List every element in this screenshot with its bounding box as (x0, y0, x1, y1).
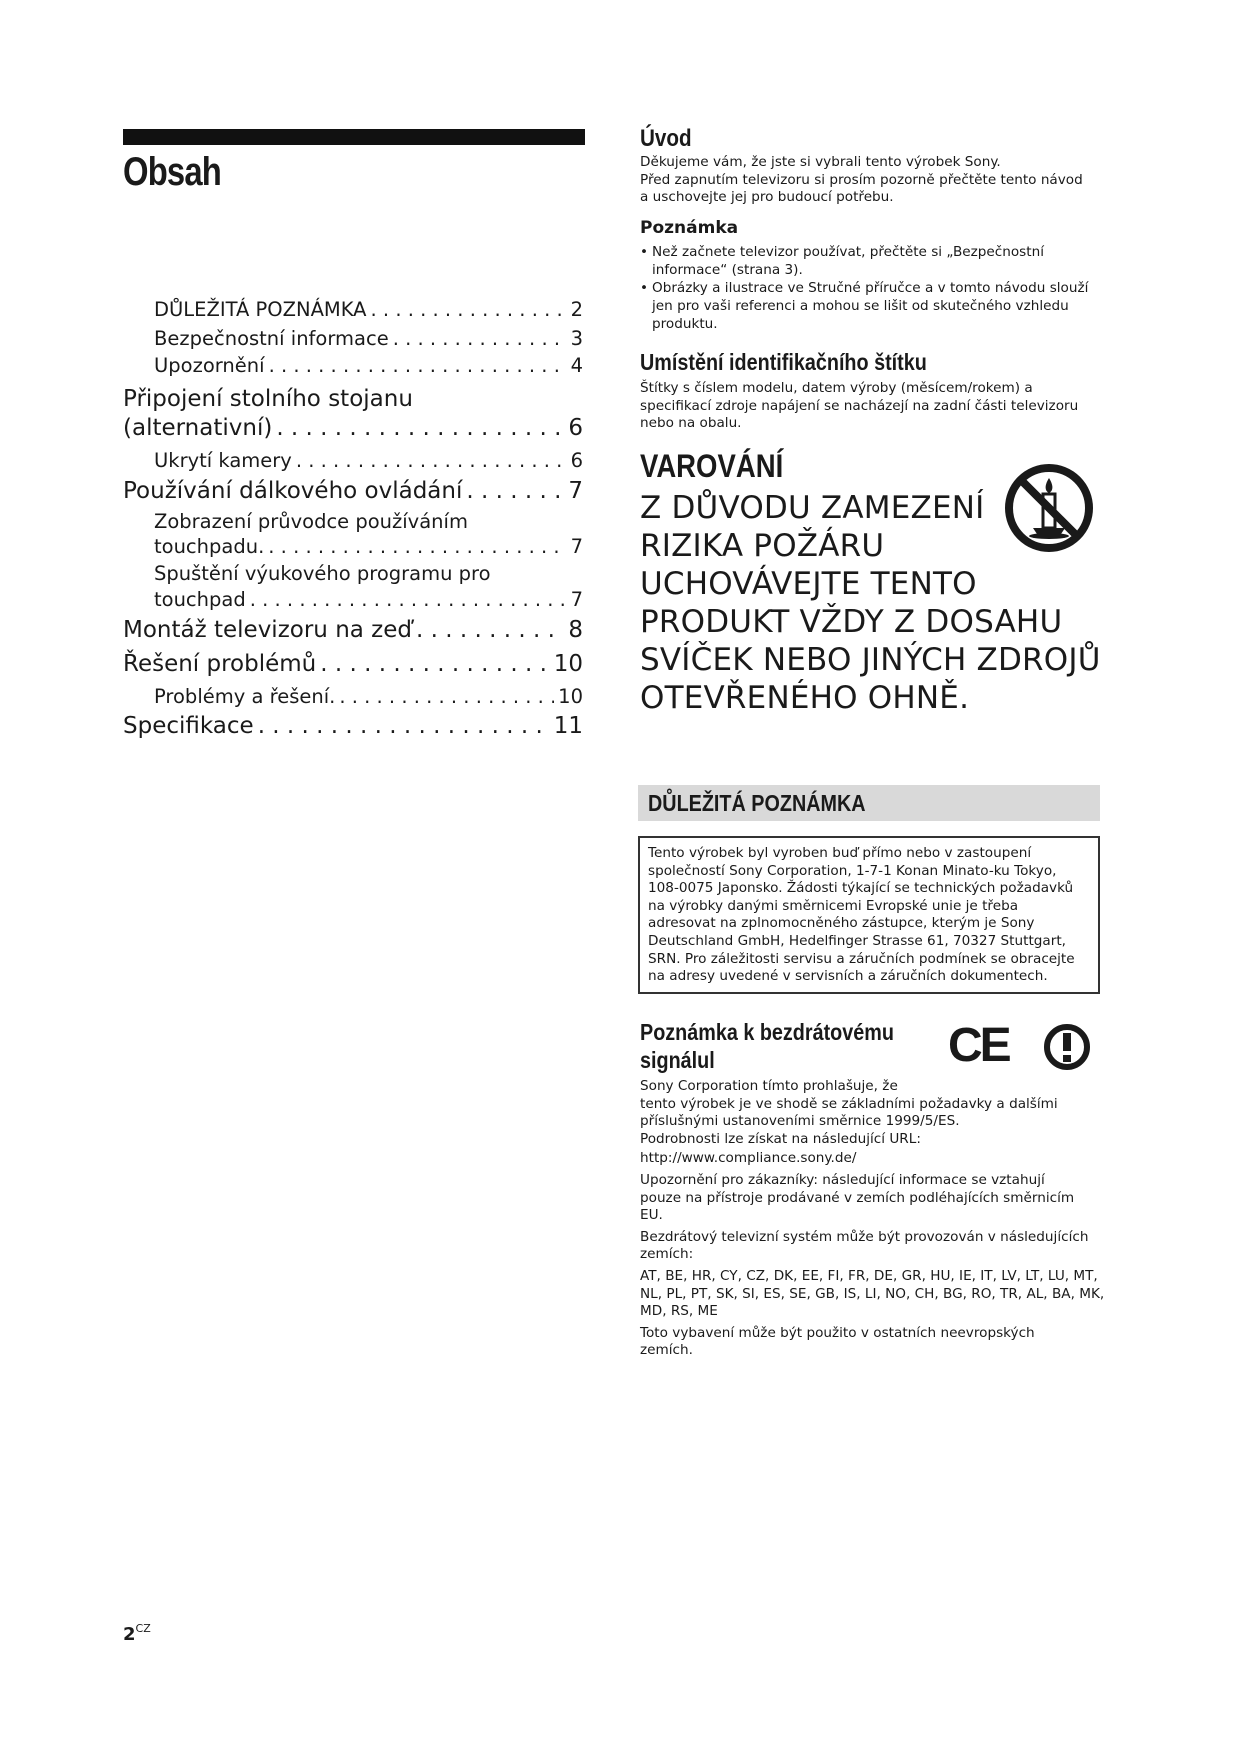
toc-entry-line1[interactable]: Připojení stolního stojanu (123, 386, 413, 412)
intro-heading: Úvod (640, 125, 692, 152)
toc-entry[interactable]: Montáž televizoru na zeď . . . 8 (123, 617, 583, 643)
toc-entry-line1[interactable]: Zobrazení průvodce používáním (154, 510, 468, 533)
toc-entry[interactable]: Upozornění . . . 4 (154, 354, 583, 377)
no-candle-icon (1003, 462, 1095, 554)
important-notice-title: DŮLEŽITÁ POZNÁMKA (648, 790, 866, 816)
note-bullet: • Obrázky a ilustrace ve Stručné příručce a v tomto návodu slouží jen pro vaši referenci a mohou se lišit od skutečného vzhledu produktu. (640, 280, 1089, 332)
alert-class-icon (1042, 1022, 1092, 1072)
warning-line: Z DŮVODU ZAMEZENÍ (640, 490, 985, 526)
warning-line: SVÍČEK NEBO JINÝCH ZDROJŮ (640, 642, 1101, 678)
toc-entry[interactable]: Specifikace . . . 11 (123, 713, 583, 739)
warning-line: RIZIKA POŽÁRU (640, 528, 885, 564)
toc-title: Obsah (123, 150, 221, 194)
warning-line: OTEVŘENÉHO OHNĚ. (640, 680, 970, 716)
wireless-text: Sony Corporation tímto prohlašuje, že tento výrobek je ve shodě se základními požadavky a dalšími příslušnými ustanoveními směrnice 1999/5/ES. Podrobnosti lze získat na následující URL: http://www.compliance.sony.de/ Upozornění pro zákazníky: následující informace se vztahují pouze na přístroje prodávané v zemích podléhajících směrnicím EU. Bezdrátový televizní systém může být provozován v následujících zemích: AT, BE, HR, CY, CZ, DK, EE, FI, FR, DE, GR, HU, IE, IT, LV, LT, LU, MT, NL, PL, PT, SK, SI, ES, SE, GB, IS, LI, NO, CH, BG, RO, TR, AL, BA, MK, MD, RS, ME Toto vybavení může být použito v ostatních neevropských zemích. (640, 1078, 1105, 1359)
wireless-heading: Poznámka k bezdrátovému signálul (640, 1019, 894, 1073)
toc-entry[interactable]: (alternativní) . . . 6 (123, 415, 583, 441)
note-heading: Poznámka (640, 218, 739, 238)
intro-text: Děkujeme vám, že jste si vybrali tento výrobek Sony. Před zapnutím televizoru si prosím pozorně přečtěte tento návod a uschovejte jej pro budoucí potřebu. (640, 154, 1083, 205)
toc-entry[interactable]: Řešení problémů . . . 10 (123, 651, 583, 677)
toc-entry[interactable]: Bezpečnostní informace . . . 3 (154, 327, 583, 350)
warning-title: VAROVÁNÍ (640, 448, 784, 484)
important-notice-text: Tento výrobek byl vyroben buď přímo nebo v zastoupení společností Sony Corporation, 1-7-1 Konan Minato-ku Tokyo, 108-0075 Japonsko. Žádosti týkající se technických požadavků na výrobky danými směrnicemi Evropské unie je třeba adresovat na zplnomocněného zástupce, kterým je Sony Deutschland GmbH, Hedelfinger Strasse 61, 70327 Stuttgart, SRN. Pro záležitosti servisu a záručních podmínek se obracejte na adresy uvedené v servisních a záručních dokumentech. (648, 845, 1075, 985)
toc-entry[interactable]: touchpadu. . . . 7 (154, 535, 583, 558)
toc-entry[interactable]: Problémy a řešení. . . . 10 (154, 685, 583, 708)
warning-line: PRODUKT VŽDY Z DOSAHU (640, 604, 1063, 640)
warning-line: UCHOVÁVEJTE TENTO (640, 566, 977, 602)
toc-entry[interactable]: touchpad . . . 7 (154, 588, 583, 611)
toc-entry[interactable]: Používání dálkového ovládání . . . 7 (123, 478, 583, 504)
ce-mark-icon: CE (948, 1019, 1009, 1072)
toc-entry[interactable]: Ukrytí kamery . . . 6 (154, 449, 583, 472)
page-number: $2^{CZ}$ (123, 1622, 151, 1645)
label-location-heading: Umístění identifikačního štítku (640, 349, 927, 375)
note-bullet: • Než začnete televizor používat, přečtěte si „Bezpečnostní informace“ (strana 3). (640, 244, 1044, 278)
toc-entry[interactable]: DŮLEŽITÁ POZNÁMKA . . . 2 (154, 298, 583, 321)
label-location-text: Štítky s číslem modelu, datem výroby (měsícem/rokem) a specifikací zdroje napájení se nacházejí na zadní části televizoru nebo na obalu. (640, 380, 1079, 431)
toc-header-bar (123, 129, 585, 145)
toc-entry-line1[interactable]: Spuštění výukového programu pro (154, 562, 491, 585)
